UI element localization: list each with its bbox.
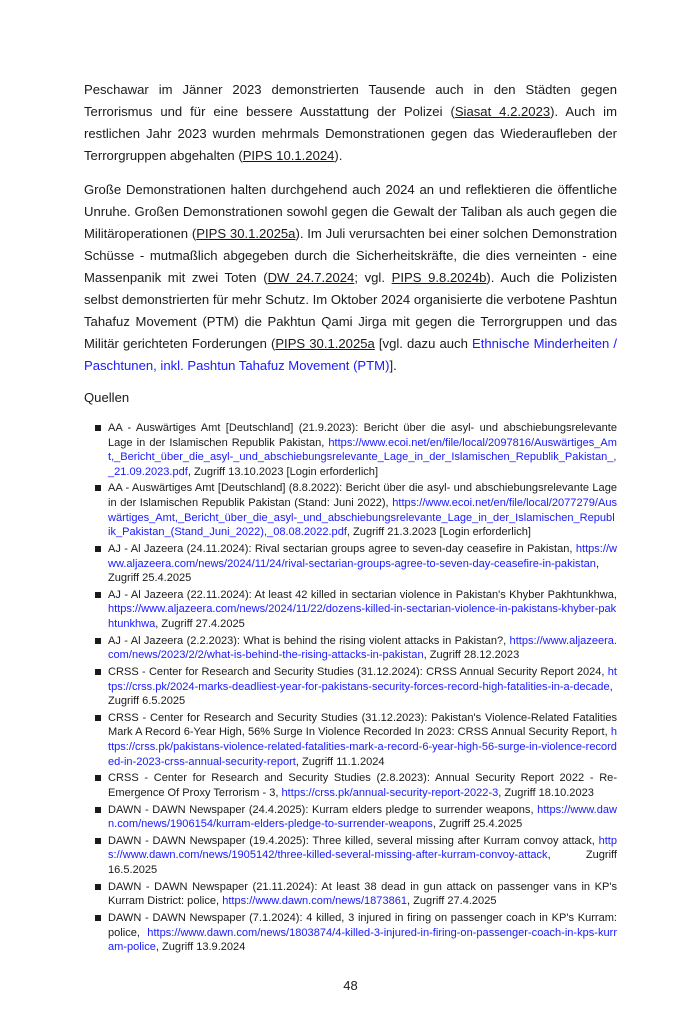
source-text: CRSS - Center for Research and Security Studies (31.12.2023): Pakistan's Violence-Related Fatalities Mark A Record 6-Year High, 56% Surge In Violence Recorded In 2023: CRSS Annual Security Report, bbox=[108, 711, 617, 739]
bullet-icon bbox=[95, 838, 101, 844]
paragraph-text: ]. bbox=[389, 358, 397, 373]
bullet-icon bbox=[95, 669, 101, 675]
source-access-date: , Zugriff 13.10.2023 [Login erforderlich] bbox=[187, 465, 379, 478]
source-access-date: , Zugriff 28.12.2023 bbox=[423, 649, 520, 662]
citation-link[interactable]: Siasat 4.2.2023 bbox=[454, 104, 551, 119]
bullet-icon bbox=[95, 884, 101, 890]
citation-link[interactable]: PIPS 30.1.2025a bbox=[275, 336, 375, 351]
source-url-link[interactable]: https://www.ecoi.net/en/file/local/2097816/Auswärtiges_Amt,_Bericht_über_die_asyl-_und_abschiebungsrelevante_Lage_in_der_Islamischen_Republik_Pakistan_,_21.09.2023.pdf bbox=[108, 436, 617, 478]
paragraph-text: Peschawar im Jänner 2023 demonstrierten Tausende auch in den Städten gegen Terrorismus und für eine bessere Ausstattung der Polizei ( bbox=[84, 82, 617, 119]
source-item bbox=[108, 634, 617, 663]
citation-link[interactable]: PIPS 30.1.2025a bbox=[196, 226, 296, 241]
paragraph-text: ). Im Juli verursachten bei einer solchen Demonstration Schüsse - mutmaßlich abgegeben durch die Sicherheitskräfte, die dies verneinten - eine Massenpanik mit zwei Toten ( bbox=[84, 226, 617, 285]
paragraph-text: ). bbox=[334, 148, 343, 163]
citation-link[interactable]: DW 24.7.2024 bbox=[267, 270, 355, 285]
paragraph-text: [vgl. dazu auch bbox=[374, 336, 472, 351]
bullet-icon bbox=[95, 715, 101, 721]
source-text: DAWN - DAWN Newspaper (19.4.2025): Three killed, several missing after Kurram convoy attack, bbox=[108, 834, 599, 847]
paragraph-text: ). Auch im restlichen Jahr 2023 wurden mehrmals Demonstrationen gegen das Wiederaufleben der Terrorgruppen abgehalten ( bbox=[84, 104, 617, 163]
source-item bbox=[108, 588, 617, 632]
source-access-date: , Zugriff 6.5.2025 bbox=[108, 680, 613, 708]
paragraph-text: Große Demonstrationen halten durchgehend auch 2024 an und reflektieren die öffentliche Unruhe. Großen Demonstrationen sowohl gegen die Gewalt der Taliban als auch gegen die Militäroperationen ( bbox=[84, 182, 617, 241]
source-url-link[interactable]: https://www.dawn.com/news/1803874/4-killed-3-injured-in-firing-on-passenger-coach-in-kps-kurram-police bbox=[108, 926, 617, 954]
source-item bbox=[108, 481, 617, 539]
source-item bbox=[108, 665, 617, 709]
bullet-icon bbox=[95, 915, 101, 921]
source-text: AJ - Al Jazeera (24.11.2024): Rival sectarian groups agree to seven-day ceasefire in Pakistan, bbox=[108, 542, 576, 555]
source-text: AA - Auswärtiges Amt [Deutschland] (8.8.2022): Bericht über die asyl- und abschiebungsrelevante Lage in der Islamischen Republik Pakistan (Stand: Juni 2022), bbox=[108, 482, 617, 510]
source-text: DAWN - DAWN Newspaper (24.4.2025): Kurram elders pledge to surrender weapons, bbox=[108, 803, 538, 816]
paragraph-text: ). Auch die Polizisten selbst demonstrierten für mehr Schutz. Im Oktober 2024 organisierte die verbotene Pashtun Tahafuz Movement (PTM) die Pakhtun Qami Jirga mit gegen die Terrorgruppen und das Militär gerichteten Forderungen ( bbox=[84, 270, 617, 351]
source-text: AJ - Al Jazeera (2.2.2023): What is behind the rising violent attacks in Pakistan?, bbox=[108, 634, 510, 647]
sources-list bbox=[108, 421, 617, 955]
source-access-date: , Zugriff 18.10.2023 bbox=[498, 786, 594, 799]
source-access-date: , Zugriff 27.4.2025 bbox=[407, 895, 497, 908]
paragraph-protests-2023 bbox=[84, 79, 617, 167]
source-access-date: , Zugriff 11.1.2024 bbox=[295, 755, 385, 768]
source-access-date: , Zugriff 25.4.2025 bbox=[108, 557, 600, 585]
source-item bbox=[108, 803, 617, 832]
source-url-link[interactable]: https://www.ecoi.net/en/file/local/2077279/Auswärtiges_Amt,_Bericht_über_die_asyl-_und_abschiebungsrelevante_Lage_in_der_Islamischen_Republik_Pakistan_(Stand_Juni_2022),_08.08.2022.pdf bbox=[108, 497, 617, 539]
source-url-link[interactable]: https://crss.pk/pakistans-violence-related-fatalities-mark-a-record-6-year-high-56-surge-in-violence-recorded-in-2023-crss-annual-security-report bbox=[108, 726, 617, 768]
bullet-icon bbox=[95, 485, 101, 491]
source-text: DAWN - DAWN Newspaper (21.11.2024): At least 38 dead in gun attack on passenger vans in KP's Kurram District: police, bbox=[108, 880, 617, 908]
bullet-icon bbox=[95, 638, 101, 644]
source-item bbox=[108, 421, 617, 479]
source-item bbox=[108, 711, 617, 769]
paragraph-text: ; vgl. bbox=[354, 270, 392, 285]
source-url-link[interactable]: https://www.dawn.com/news/1905142/three-killed-several-missing-after-kurram-convoy-attack bbox=[108, 834, 617, 862]
source-item bbox=[108, 880, 617, 909]
citation-link[interactable]: PIPS 10.1.2024 bbox=[242, 148, 335, 163]
source-item bbox=[108, 911, 617, 955]
source-access-date: , Zugriff 25.4.2025 bbox=[432, 818, 523, 831]
paragraph-protests-2024 bbox=[84, 179, 617, 377]
source-item bbox=[108, 771, 617, 800]
source-text: CRSS - Center for Research and Security Studies (2.8.2023): Annual Security Report 2022 - Re-Emergence Of Proxy Terrorism - 3, bbox=[108, 772, 617, 799]
source-url-link[interactable]: https://crss.pk/annual-security-report-2022-3 bbox=[281, 786, 499, 799]
bullet-icon bbox=[95, 775, 101, 781]
source-item bbox=[108, 834, 617, 878]
page-number: 48 bbox=[343, 977, 358, 993]
bullet-icon bbox=[95, 425, 101, 431]
sources-heading: Quellen bbox=[84, 390, 130, 405]
source-url-link[interactable]: https://www.dawn.com/news/1873861 bbox=[222, 895, 408, 908]
source-text: AJ - Al Jazeera (22.11.2024): At least 42 killed in sectarian violence in Pakistan's Khyber Pakhtunkhwa, bbox=[108, 588, 617, 601]
bullet-icon bbox=[95, 807, 101, 813]
source-access-date: , Zugriff 21.3.2023 [Login erforderlich] bbox=[346, 526, 531, 539]
citation-link[interactable]: PIPS 9.8.2024b bbox=[391, 270, 487, 285]
source-url-link[interactable]: https://www.aljazeera.com/news/2024/11/22/dozens-killed-in-sectarian-violence-in-pakistans-khyber-pakhtunkhwa bbox=[108, 603, 617, 630]
source-text: AA - Auswärtiges Amt [Deutschland] (21.9.2023): Bericht über die asyl- und abschiebungsrelevante Lage in der Islamischen Republik Pakistan, bbox=[108, 422, 617, 449]
source-url-link[interactable]: https://www.dawn.com/news/1906154/kurram-elders-pledge-to-surrender-weapons bbox=[108, 803, 617, 831]
source-item bbox=[108, 542, 617, 586]
source-url-link[interactable]: https://www.aljazeera.com/news/2024/11/24/rival-sectarian-groups-agree-to-seven-day-ceasefire-in-pakistan bbox=[108, 542, 617, 570]
source-access-date: , Zugriff 27.4.2025 bbox=[155, 618, 245, 630]
source-text: CRSS - Center for Research and Security Studies (31.12.2024): CRSS Annual Security Report 2024, bbox=[108, 665, 608, 678]
bullet-icon bbox=[95, 546, 101, 552]
source-url-link[interactable]: https://www.aljazeera.com/news/2023/2/2/what-is-behind-the-rising-attacks-in-pakistan bbox=[108, 634, 617, 662]
source-access-date: , Zugriff 13.9.2024 bbox=[155, 941, 246, 954]
source-access-date: , Zugriff 16.5.2025 bbox=[108, 849, 617, 877]
source-url-link[interactable]: https://crss.pk/2024-marks-deadliest-year-for-pakistans-security-forces-record-high-fatalities-in-a-decade bbox=[108, 665, 617, 693]
source-text: DAWN - DAWN Newspaper (7.1.2024): 4 killed, 3 injured in firing on passenger coach in KP's Kurram: police, bbox=[108, 912, 617, 939]
cross-reference-link[interactable]: Ethnische Minderheiten / Paschtunen, inkl. Pashtun Tahafuz Movement (PTM) bbox=[84, 336, 617, 373]
bullet-icon bbox=[95, 592, 101, 598]
